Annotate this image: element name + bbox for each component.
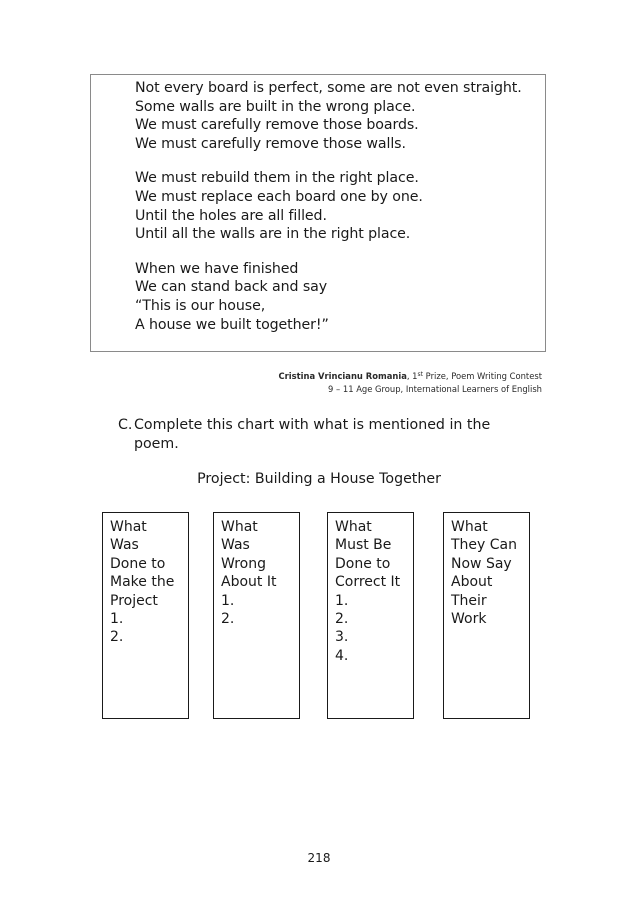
poem-line: Some walls are built in the wrong place. (135, 98, 416, 115)
credit-prize-rest: Prize, Poem Writing Contest (423, 371, 542, 381)
credit-prize-sup: st (417, 371, 423, 378)
poem-line: “This is our house, (135, 297, 266, 314)
poem-stanza-2 (135, 169, 545, 243)
chart-box-line: Now Say (451, 555, 512, 572)
credit-author: Cristina Vrincianu Romania (278, 371, 407, 381)
credit-line-2: 9 – 11 Age Group, International Learners of English (328, 384, 542, 394)
instruction-letter: C. (118, 417, 133, 433)
poem-line: A house we built together!” (135, 316, 329, 333)
poem-credit (278, 368, 542, 396)
chart-box-line: Done to (110, 555, 166, 572)
chart-box-line: Their (451, 592, 487, 609)
poem-line: Not every board is perfect, some are not even straight. (135, 80, 522, 96)
poem-stanza-3 (135, 260, 545, 334)
poem-line: We can stand back and say (135, 279, 327, 296)
chart-box-line: 2. (221, 611, 235, 628)
chart-box-line: What (110, 519, 147, 535)
project-title (0, 470, 638, 489)
chart-box-line: What (451, 519, 488, 535)
chart-box-correct (327, 512, 414, 719)
chart-box-wrong (213, 512, 300, 719)
chart-box-line: Project (110, 592, 158, 609)
chart-box-line: Was (110, 537, 139, 554)
chart-box-line: Make the (110, 574, 175, 591)
poem-line: We must carefully remove those walls. (135, 135, 406, 152)
poem-line: We must carefully remove those boards. (135, 117, 419, 134)
instruction (118, 416, 538, 454)
chart-box-line: 2. (110, 629, 124, 646)
poem-line: We must replace each board one by one. (135, 188, 423, 205)
credit-prize-number: , 1 (406, 371, 418, 381)
chart-box-line: What (335, 519, 372, 535)
poem-box (90, 74, 546, 352)
chart-box-line: Wrong (221, 555, 266, 572)
credit-line-1 (278, 368, 542, 383)
chart-box-line: Was (221, 537, 250, 554)
project-title-text: Project: Building a House Together (197, 471, 441, 487)
page-number: 218 (307, 851, 331, 865)
poem-line: Until all the walls are in the right place. (135, 226, 411, 243)
chart-box-line: What (221, 519, 258, 535)
chart-box-line: About (451, 574, 493, 591)
chart-box-line: 1. (110, 611, 124, 628)
chart-box-line: Work (451, 611, 487, 628)
chart-box-line: 1. (335, 592, 349, 609)
chart-box-line: Done to (335, 555, 391, 572)
chart-box-line: 3. (335, 629, 349, 646)
chart-box-line: 1. (221, 592, 235, 609)
chart-box-say (443, 512, 530, 719)
poem-stanza-1 (135, 79, 545, 153)
chart-box-line: 4. (335, 647, 349, 664)
chart-box-line: 2. (335, 611, 349, 628)
poem-line: We must rebuild them in the right place. (135, 170, 419, 187)
poem-line: When we have finished (135, 260, 299, 277)
chart-box-line: Must Be (335, 537, 392, 554)
chart-box-line: About It (221, 574, 277, 591)
chart-box-line: Correct It (335, 574, 401, 591)
chart-box-line: They Can (451, 537, 518, 554)
chart-box-done (102, 512, 189, 719)
instruction-text: Complete this chart with what is mentioned in the poem. (134, 417, 491, 452)
poem-line: Until the holes are all filled. (135, 207, 327, 224)
